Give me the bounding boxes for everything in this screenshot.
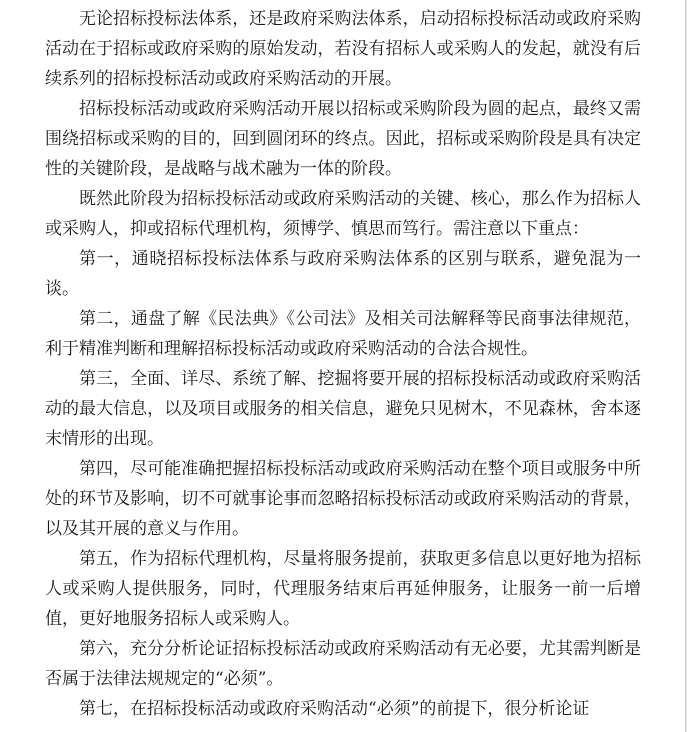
paragraph-point-4: 第四，尽可能准确把握招标投标活动或政府采购活动在整个项目或服务中所处的环节及影响，切不可就事论事而忽略招标投标活动或政府采购活动的背景，以及其开展的意义与作用。 (45, 459, 641, 539)
paragraph-point-2: 第二，通盘了解《民法典》《公司法》及相关司法解释等民商事法律规范，利于精准判断和理解招标投标活动或政府采购活动的合法合规性。 (45, 309, 641, 359)
paragraph-point-1: 第一，通晓招标投标法体系与政府采购法体系的区别与联系，避免混为一谈。 (45, 249, 641, 299)
paragraph-cycle: 招标投标活动或政府采购活动开展以招标或采购阶段为圆的起点，最终又需围绕招标或采购的目的，回到圆闭环的终点。因此，招标或采购阶段是具有决定性的关键阶段，是战略与战术融为一体的阶段。 (45, 99, 641, 179)
paragraph-key-points-lead: 既然此阶段为招标投标活动或政府采购活动的关键、核心，那么作为招标人或采购人，抑或招标代理机构，须博学、慎思而笃行。需注意以下重点： (45, 189, 641, 239)
paragraph-point-5: 第五，作为招标代理机构，尽量将服务提前，获取更多信息以更好地为招标人或采购人提供服务，同时，代理服务结束后再延伸服务，让服务一前一后增值，更好地服务招标人或采购人。 (45, 549, 641, 629)
paragraph-point-6: 第六，充分分析论证招标投标活动或政府采购活动有无必要，尤其需判断是否属于法律法规规定的“必须”。 (45, 639, 641, 689)
paragraph-point-7-partial: 第七，在招标投标活动或政府采购活动“必须”的前提下，很分析论证 (79, 699, 590, 719)
document-body (45, 4, 641, 724)
paragraph-point-3: 第三，全面、详尽、系统了解、挖掘将要开展的招标投标活动或政府采购活动的最大信息，以及项目或服务的相关信息，避免只见树木，不见森林，舍本逐末情形的出现。 (45, 369, 641, 449)
paragraph-intro: 无论招标投标法体系，还是政府采购法体系，启动招标投标活动或政府采购活动在于招标或政府采购的原始发动，若没有招标人或采购人的发起，就没有后续系列的招标投标活动或政府采购活动的开展。 (45, 9, 641, 89)
